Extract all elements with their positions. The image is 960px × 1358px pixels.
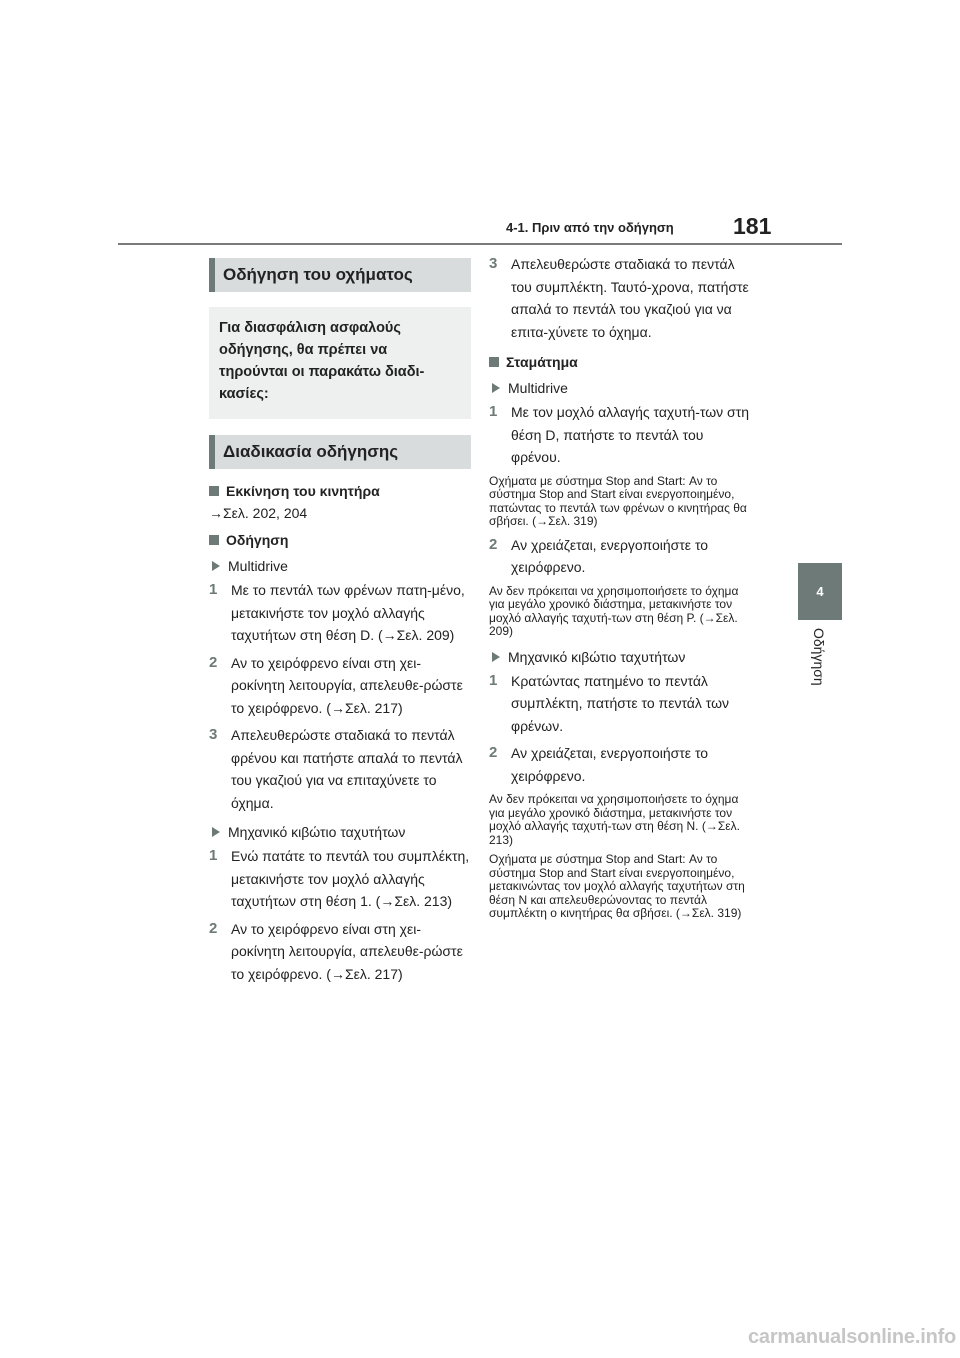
step-item bbox=[209, 918, 471, 986]
triangle-bullet-icon bbox=[492, 652, 500, 662]
watermark: carmanualsonline.info bbox=[748, 1326, 957, 1348]
step-text: Με τον μοχλό αλλαγής ταχυτή-των στη θέση D, πατήστε το πεντάλ του φρένου. bbox=[511, 404, 750, 465]
box-title-driving-procedure: Διαδικασία οδήγησης bbox=[209, 435, 471, 469]
square-bullet-icon bbox=[489, 357, 499, 367]
subheading-text: Οδήγηση bbox=[226, 532, 289, 548]
step-number: 1 bbox=[209, 581, 218, 598]
note-text: Οχήματα με σύστημα Stop and Start: Αν το σύστημα Stop and Start είναι ενεργοποιημένο, πατώντας το πεντάλ των φρένων ο κινητήρας θα σβήσει. (→Σελ. 319) bbox=[489, 473, 747, 528]
step-number: 3 bbox=[209, 726, 218, 743]
step-number: 2 bbox=[209, 919, 218, 937]
step-text: Αν χρειάζεται, ενεργοποιήστε το χειρόφρενο. bbox=[511, 745, 709, 784]
label-text: Μηχανικό κιβώτιο ταχυτήτων bbox=[508, 648, 686, 665]
section-title: 4-1. Πριν από την οδήγηση bbox=[506, 220, 674, 235]
multidrive-label bbox=[489, 380, 751, 396]
chapter-number: 4 bbox=[816, 584, 824, 599]
step-number: 1 bbox=[209, 847, 218, 864]
step-item bbox=[489, 742, 751, 787]
manual-transmission-label bbox=[489, 649, 751, 665]
step-number: 1 bbox=[489, 403, 498, 420]
step-item bbox=[209, 845, 471, 913]
subheading-stopping bbox=[489, 354, 751, 370]
intro-box: Για διασφάλιση ασφαλούς οδήγησης, θα πρέπει να τηρούνται οι παρακάτω διαδι-κασίες: bbox=[209, 307, 471, 419]
square-bullet-icon bbox=[209, 535, 219, 545]
page-reference[interactable]: →Σελ. 202, 204 bbox=[209, 505, 308, 521]
square-bullet-icon bbox=[209, 486, 219, 496]
step-item bbox=[489, 401, 751, 469]
triangle-bullet-icon bbox=[212, 827, 220, 837]
manual-transmission-label bbox=[209, 824, 471, 840]
left-column bbox=[209, 258, 471, 985]
triangle-bullet-icon bbox=[212, 561, 220, 571]
right-column bbox=[489, 253, 751, 921]
step-text: Αν χρειάζεται, ενεργοποιήστε το χειρόφρενο. bbox=[511, 536, 709, 575]
label-text: Multidrive bbox=[508, 380, 568, 396]
step-item bbox=[209, 652, 471, 720]
step-number: 2 bbox=[209, 653, 218, 671]
page-number: 181 bbox=[733, 213, 772, 239]
step-text: Αν το χειρόφρενο είναι στη χει-ροκίνητη λειτουργία, απελευθε-ρώστε το χειρόφρενο. (→Σελ. 217) bbox=[231, 654, 463, 716]
step-text: Απελευθερώστε σταδιακά το πεντάλ του συμπλέκτη. Ταυτό-χρονα, πατήστε απαλά το πεντάλ του γκαζιού για να επιτα-χύνετε το όχημα. bbox=[511, 256, 749, 340]
step-item bbox=[209, 724, 471, 814]
step-text: Απελευθερώστε σταδιακά το πεντάλ φρένου και πατήστε απαλά το πεντάλ του γκαζιού για να επιταχύνετε το όχημα. bbox=[231, 727, 463, 811]
note-text: Αν δεν πρόκειται να χρησιμοποιήσετε το όχημα για μεγάλο χρονικό διάστημα, μετακινήστε τον μοχλό αλλαγής ταχυτή-των στη θέση N. (→Σελ. 213) bbox=[489, 792, 740, 847]
step-item bbox=[489, 670, 751, 738]
subheading-text: Σταμάτημα bbox=[506, 354, 578, 370]
step-text: Αν το χειρόφρενο είναι στη χει-ροκίνητη λειτουργία, απελευθε-ρώστε το χειρόφρενο. (→Σελ. 217) bbox=[231, 920, 463, 982]
note-text: Οχήματα με σύστημα Stop and Start: Αν το σύστημα Stop and Start είναι ενεργοποιημένο, μετακινώντας τον μοχλό αλλαγής ταχυτήτων στη θέση N και απελευθερώνοντας το πεντάλ συμπλέκτη ο κινητήρας θα σβήσει. (→Σελ. 319) bbox=[489, 852, 745, 920]
subheading-driving bbox=[209, 532, 471, 548]
header-rule bbox=[118, 243, 842, 245]
triangle-bullet-icon bbox=[492, 383, 500, 393]
chapter-label: Οδήγηση bbox=[811, 628, 827, 686]
subheading-engine-start bbox=[209, 483, 471, 499]
step-number: 2 bbox=[489, 535, 498, 553]
step-item bbox=[489, 534, 751, 579]
note-text: Αν δεν πρόκειται να χρησιμοποιήσετε το όχημα για μεγάλο χρονικό διάστημα, μετακινήστε τον μοχλό αλλαγής ταχυτή-των στη θέση P. (→Σελ. 209) bbox=[489, 583, 739, 638]
step-number: 3 bbox=[489, 255, 498, 272]
box-title-driving-vehicle: Οδήγηση του οχήματος bbox=[209, 258, 471, 292]
label-text: Multidrive bbox=[228, 558, 288, 574]
step-text: Κρατώντας πατημένο το πεντάλ συμπλέκτη, πατήστε το πεντάλ των φρένων. bbox=[511, 672, 730, 734]
chapter-tab[interactable] bbox=[798, 563, 842, 620]
step-item bbox=[489, 253, 751, 343]
subheading-text: Εκκίνηση του κινητήρα bbox=[226, 483, 380, 499]
step-number: 1 bbox=[489, 671, 498, 689]
label-text: Μηχανικό κιβώτιο ταχυτήτων bbox=[228, 824, 406, 840]
step-item bbox=[209, 579, 471, 647]
step-text: Ενώ πατάτε το πεντάλ του συμπλέκτη, μετακινήστε τον μοχλό αλλαγής ταχυτήτων στη θέση 1. (→Σελ. 213) bbox=[231, 848, 470, 909]
step-text: Με το πεντάλ των φρένων πατη-μένο, μετακινήστε τον μοχλό αλλαγής ταχυτήτων στη θέση D. (→Σελ. 209) bbox=[231, 582, 465, 643]
step-number: 2 bbox=[489, 744, 498, 761]
multidrive-label bbox=[209, 558, 471, 574]
